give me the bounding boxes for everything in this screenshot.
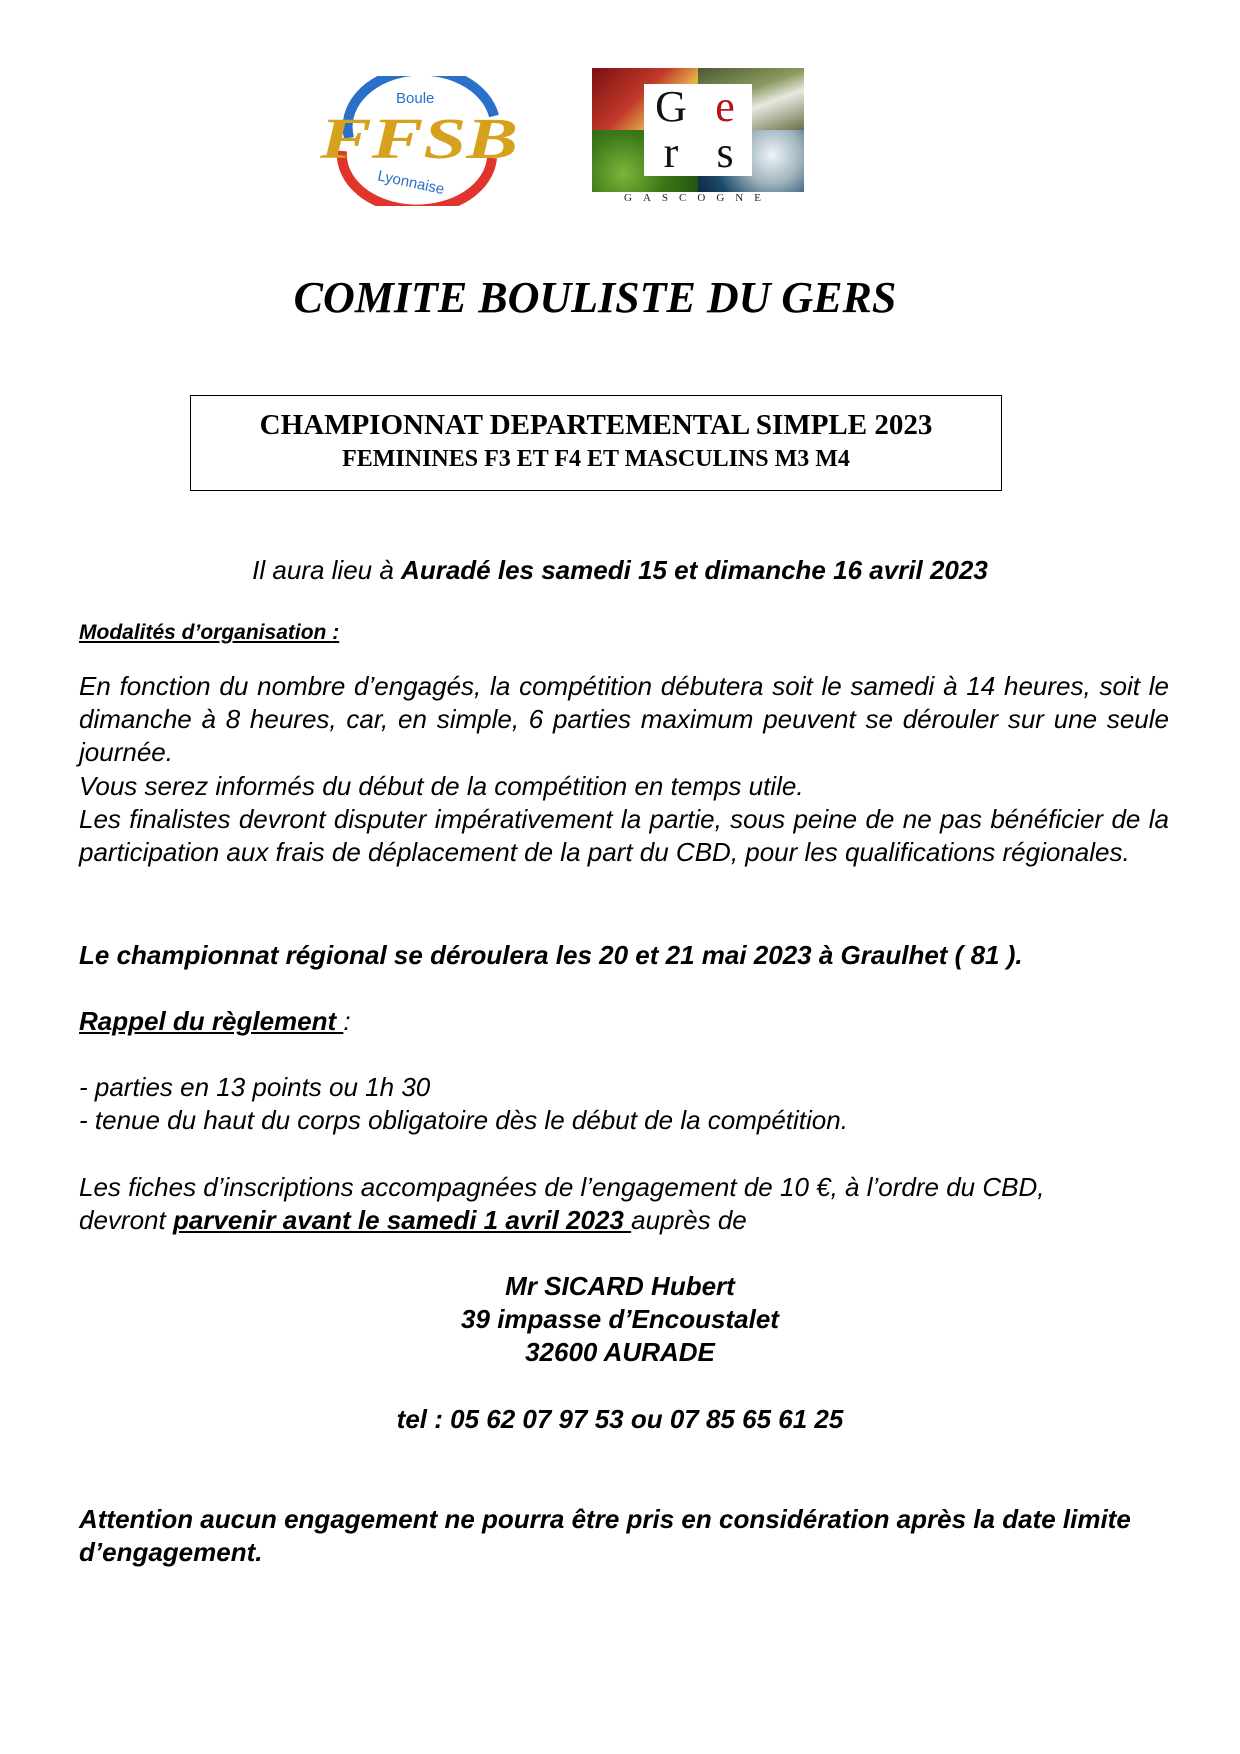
regional-championship: Le championnat régional se déroulera les 20 et 21 mai 2023 à Graulhet ( 81 ). (79, 940, 1023, 970)
gers-gascogne-logo (592, 68, 804, 208)
ffsb-letters: FFSB (318, 106, 518, 171)
event-date-prefix: Il aura lieu à (252, 555, 402, 585)
modalites-paragraph: Les finalistes devront disputer impérativement la partie, sous peine de ne pas bénéficier de la participation aux frais de déplacement de la part du CBD, pour les qualifications régionales. (79, 804, 1169, 867)
rappel-heading-colon: : (343, 1006, 351, 1036)
event-date-line (0, 554, 1240, 587)
championship-box (190, 395, 1002, 491)
gers-letters (644, 84, 752, 176)
event-date-place: Auradé les samedi 15 et dimanche 16 avril 2023 (401, 555, 988, 585)
page-title: COMITE BOULISTE DU GERS (293, 273, 897, 322)
contact-city: 32600 AURADE (525, 1337, 715, 1367)
inscriptions-line: Les fiches d’inscriptions accompagnées de l’engagement de 10 €, à l’ordre du CBD, (79, 1172, 1045, 1202)
inscriptions-deadline-line (79, 1204, 1169, 1237)
contact-name: Mr SICARD Hubert (505, 1271, 735, 1301)
gers-letter: e (715, 82, 735, 131)
modalites-heading-label: Modalités d’organisation (79, 621, 333, 644)
modalites-paragraph: Vous serez informés du début de la compétition en temps utile. (79, 771, 804, 801)
rule-item: - parties en 13 points ou 1h 30 (79, 1072, 431, 1102)
championship-title: CHAMPIONNAT DEPARTEMENTAL SIMPLE 2023 (259, 409, 933, 441)
contact-phone: tel : 05 62 07 97 53 ou 07 85 65 61 25 (396, 1404, 844, 1434)
modalites-paragraph: En fonction du nombre d’engagés, la compétition débutera soit le samedi à 14 heures, soit le dimanche à 8 heures, car, en simple, 6 parties maximum peuvent se dérouler sur une seule journée. (79, 671, 1169, 767)
modalites-heading-colon: : (332, 621, 340, 644)
championship-categories: FEMININES F3 ET F4 ET MASCULINS M3 M4 (342, 446, 850, 472)
inscriptions-deadline: parvenir avant le samedi 1 avril 2023 (172, 1205, 632, 1235)
gers-letter: G (655, 82, 687, 131)
inscriptions-prefix: devront (79, 1205, 173, 1235)
contact-street: 39 impasse d’Encoustalet (461, 1304, 779, 1334)
ffsb-bottom-text: Lyonnaise (375, 167, 446, 199)
rule-item: - tenue du haut du corps obligatoire dès le début de la compétition. (79, 1105, 848, 1135)
modalites-heading (79, 616, 1169, 649)
gers-letter: s (716, 128, 734, 177)
attention-notice: Attention aucun engagement ne pourra être pris en considération après la date limite d’engagement. (79, 1504, 1131, 1567)
ffsb-top-text: Boule (396, 90, 435, 107)
gers-letter: r (663, 128, 679, 177)
gers-subtitle: GASCOGNE (624, 192, 772, 204)
rappel-heading (79, 1005, 1169, 1038)
ffsb-logo (314, 76, 524, 206)
inscriptions-suffix: auprès de (631, 1205, 747, 1235)
rappel-heading-label: Rappel du règlement (79, 1006, 344, 1036)
